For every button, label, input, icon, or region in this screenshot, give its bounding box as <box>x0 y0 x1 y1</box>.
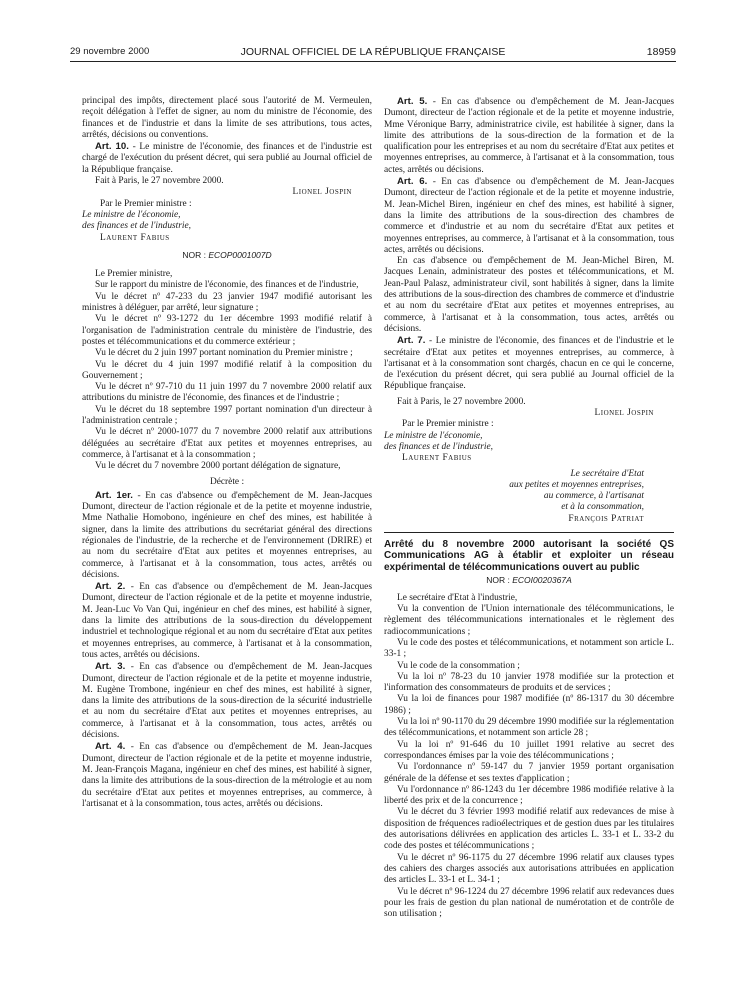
visa-line: Sur le rapport du ministre de l'économie, des finances et de l'industrie, <box>95 280 359 291</box>
page-header <box>70 46 676 60</box>
article-6-paragraph-2: En cas d'absence ou d'empêchement de M. Jean-Michel Biren, M. Jacques Lenain, administrateur des postes et télécommunications, et M. Jean-Paul Palasz, administrateur civil, sont habilités à signer, dans la limite des attributions de la sous-direction des chambres de commerce et d'industrie et au nom du secrétaire d'Etat aux petites et moyennes entreprises, au commerce, à l'artisanat et à la consommation, tous actes, arrêtés ou décisions. <box>384 256 674 334</box>
signatory-by: Par le Premier ministre : <box>100 198 192 209</box>
minister-name: Laurent Fabius <box>402 453 472 464</box>
journal-title: JOURNAL OFFICIEL DE LA RÉPUBLIQUE FRANÇAISE <box>240 46 506 58</box>
visa-line: Vu l'ordonnance nº 86-1243 du 1er décembre 1986 modifiée relative à la liberté des prix et de la concurrence ; <box>384 784 674 807</box>
decrete-heading: Décrète : <box>209 476 245 487</box>
article-heading: Art. 4. <box>95 741 126 753</box>
visa-line: Vu l'ordonnance nº 59-147 du 7 janvier 1959 portant organisation générale de la défense et ses textes d'application ; <box>384 762 674 784</box>
header-date: 29 novembre 2000 <box>70 46 150 57</box>
minister-name: Laurent Fabius <box>100 232 170 243</box>
article-6 <box>384 176 674 256</box>
visa-line: Vu le décret nº 96-1224 du 27 décembre 1996 relatif aux redevances dues pour les frais de gestion du plan national de numérotation et de contrôle de son utilisation ; <box>384 886 674 920</box>
secretary-role-line: Le secrétaire d'Etat <box>570 468 644 479</box>
article-text: - En cas d'absence ou d'empêchement de M. Jean-Jacques Dumont, directeur de l'action régionale et de la petite et moyenne industrie, M. Jean-Michel Biren, ingénieur en chef des mines, est habilité à signer, dans la limite des attributions de la sous-direction des chambres de commerce et d'industrie et au nom du secrétaire d'Etat aux petites et moyennes entreprises, au commerce, à l'artisanat et à la consommation, tous actes, arrêtés ou décisions. <box>384 177 674 255</box>
visa-line: Le secrétaire d'Etat à l'industrie, <box>397 592 518 603</box>
article-5 <box>384 96 674 176</box>
visa-line: Vu le décret nº 47-233 du 23 janvier 1947 modifié autorisant les ministres à déléguer, par arrêté, leur signature ; <box>82 291 372 314</box>
prime-minister-line: Le Premier ministre, <box>95 269 173 280</box>
secretary-name: François Patriat <box>568 513 644 524</box>
nor-reference <box>384 575 674 586</box>
visa-line: Vu le code des postes et télécommunications, et notamment son article L. 33-1 ; <box>384 637 674 660</box>
signing-place-date: Fait à Paris, le 27 novembre 2000. <box>95 176 224 187</box>
article-heading: Art. 3. <box>95 661 126 673</box>
article <box>82 581 372 661</box>
article-heading: Art. 2. <box>95 581 126 593</box>
signing-place-date: Fait à Paris, le 27 novembre 2000. <box>397 396 526 407</box>
article-7 <box>384 335 674 392</box>
visa-line: Vu le décret nº 2000-1077 du 7 novembre 2000 relatif aux attributions déléguées au secrétaire d'Etat aux petites et moyennes entreprises, au commerce, à l'artisanat et à la consommation ; <box>82 427 372 460</box>
intro-paragraph: principal des impôts, directement placé sous l'autorité de M. Vermeulen, reçoit délégation à l'effet de signer, au nom du ministre de l'économie, des finances et de l'industrie et dans la limite de ses attributions, tous actes, arrêtés, décisions ou conventions. <box>82 96 372 140</box>
secretary-role-line: aux petites et moyennes entreprises, <box>509 479 644 490</box>
article <box>82 741 372 810</box>
visa-line: Vu la loi nº 90-1170 du 29 décembre 1990 modifiée sur la réglementation des télécommunications, et notamment son article 28 ; <box>384 717 674 739</box>
article-heading: Art. 6. <box>397 176 428 188</box>
left-column <box>82 96 372 810</box>
article-text: - En cas d'absence ou d'empêchement de M. Jean-Jacques Dumont, directeur de l'action régionale et de la petite et moyenne industrie, M. Eugène Trombone, ingénieur en chef des mines, est habilité à signer, dans la limite des attributions de la sous-direction de la sécurité industrielle et au nom du secrétaire d'Etat aux petites et moyennes entreprises, au commerce, à l'artisanat et à la consommation, tous actes, arrêtés ou décisions. <box>82 662 372 741</box>
nor-reference <box>82 250 372 261</box>
signatory-by: Par le Premier ministre : <box>402 419 494 430</box>
nor-code: ECOI0020367A <box>512 575 572 586</box>
visas-list <box>384 593 674 921</box>
signatory-name: Lionel Jospin <box>594 408 654 419</box>
article-text: - En cas d'absence ou d'empêchement de M. Jean-Jacques Dumont, directeur de l'action régionale et de la petite et moyenne industrie, M. Jean-Luc Vo Van Qui, ingénieur en chef des mines, est habilité à signer, dans la limite des attributions de la sous-direction du développement industriel et technologique régional et au nom du secrétaire d'Etat aux petites et moyennes entreprises, au commerce, à l'artisanat et à la consommation, tous actes, arrêtés ou décisions. <box>82 582 372 660</box>
articles-list <box>82 490 372 810</box>
secretary-role-line: au commerce, à l'artisanat <box>543 491 644 502</box>
article <box>82 490 372 581</box>
header-rule <box>70 61 676 62</box>
article <box>82 661 372 741</box>
visa-line: Vu le décret du 18 septembre 1997 portant nomination d'un directeur à l'administration centrale ; <box>82 404 372 427</box>
page-number: 18959 <box>646 46 676 58</box>
visa-line: Vu la loi de finances pour 1987 modifiée (nº 86-1317 du 30 décembre 1986) ; <box>384 694 674 716</box>
visa-line: Vu le décret du 7 novembre 2000 portant délégation de signature, <box>95 461 341 472</box>
signatory-name: Lionel Jospin <box>292 187 352 198</box>
article-text: - En cas d'absence ou d'empêchement de M. Jean-Jacques Dumont, directeur de l'action régionale et de la petite et moyenne industrie, M. Jean-François Magana, ingénieur en chef des mines, est habilité à signer, dans la limite des attributions de la sous-direction de la métrologie et au nom du secrétaire d'Etat aux petites et moyennes entreprises, au commerce, à l'artisanat et à la consommation, tous actes, arrêtés ou décisions. <box>82 742 372 809</box>
article-10 <box>82 141 372 176</box>
minister-role: Le ministre de l'économie, <box>384 430 483 441</box>
visa-line: Vu le décret nº 93-1272 du 1er décembre 1993 modifié relatif à l'organisation de l'administration centrale du ministère de l'industrie, des postes et télécommunications et du commerce extérieur ; <box>82 314 372 347</box>
visa-line: Vu la convention de l'Union internationale des télécommunications, le règlement des télécommunications internationales et le règlement des radiocommunications ; <box>384 604 674 637</box>
article-text: - En cas d'absence ou d'empêchement de M. Jean-Jacques Dumont, directeur de l'action régionale et de la petite et moyenne industrie, Mme Nathalie Homobono, ingénieure en chef des mines, est habilitée à signer, dans la limite des attributions du secrétariat général des directions régionales de l'industrie, de la recherche et de l'environnement (DRIRE) et au nom du secrétaire d'Etat aux petites et moyennes entreprises, au commerce, à l'artisanat et à la consommation, tous actes, arrêtés ou décisions. <box>82 490 372 580</box>
article-text: - Le ministre de l'économie, des finances et de l'industrie est chargé de l'exécution du présent décret, qui sera publié au Journal officiel de la République française. <box>82 142 372 175</box>
nor-label: NOR : <box>182 249 209 260</box>
article-text: - En cas d'absence ou d'empêchement de M. Jean-Jacques Dumont, directeur de l'action régionale et de la petite et moyenne industrie, Mme Véronique Barry, administratrice civile, est habilitée à signer, dans la limite des attributions de la sous-direction de la formation et de la qualification pour les entreprises et au nom du secrétaire d'Etat aux petites et moyennes entreprises, au commerce, à l'artisanat et à la consommation, tous actes, arrêtés ou décisions. <box>384 97 674 175</box>
article-text: - Le ministre de l'économie, des finances et de l'industrie et le secrétaire d'Etat aux petites et moyennes entreprises, au commerce, à l'artisanat et à la consommation sont chargés, chacun en ce qui le concerne, de l'exécution du présent décret, qui sera publié au Journal officiel de la République française. <box>384 336 674 392</box>
arrete-title: Arrêté du 8 novembre 2000 autorisant la société QS Communications AG à établir et exploiter un réseau expérimental de télécommunications ouvert au public <box>384 538 674 573</box>
visa-line: Vu la loi nº 78-23 du 10 janvier 1978 modifiée sur la protection et l'information des consommateurs de produits et de services ; <box>384 671 674 694</box>
visa-line: Vu le décret du 3 février 1993 modifié relatif aux redevances de mise à disposition de fréquences radioélectriques et de gestion dues par les titulaires des autorisations délivrées en application des articles L. 33-1 et L. 33-2 du code des postes et télécommunications ; <box>384 807 674 852</box>
nor-code: ECOP0001007D <box>208 249 272 260</box>
nor-label: NOR : <box>486 575 513 586</box>
minister-role: des finances et de l'industrie, <box>384 441 494 452</box>
article-heading: Art. 10. <box>95 141 129 153</box>
minister-role: des finances et de l'industrie, <box>82 221 192 232</box>
right-column <box>384 96 674 920</box>
visa-line: Vu le décret du 4 juin 1997 modifié relatif à la composition du Gouvernement ; <box>82 359 372 381</box>
visa-line: Vu le décret du 2 juin 1997 portant nomination du Premier ministre ; <box>95 348 353 359</box>
visa-line: Vu le code de la consommation ; <box>397 660 520 671</box>
visas-list <box>82 280 372 472</box>
article-heading: Art. 5. <box>397 96 428 107</box>
visa-line: Vu la loi nº 91-646 du 10 juillet 1991 relative au secret des correspondances émises par la voie des télécommunications ; <box>384 739 674 761</box>
minister-role: Le ministre de l'économie, <box>82 209 181 220</box>
visa-line: Vu le décret nº 97-710 du 11 juin 1997 du 7 novembre 2000 relatif aux attributions du ministre de l'économie, des finances et de l'industrie ; <box>82 382 372 404</box>
section-divider <box>384 532 674 533</box>
secretary-role <box>384 469 674 514</box>
article-heading: Art. 7. <box>397 335 426 347</box>
secretary-role-line: et à la consommation, <box>561 502 644 513</box>
article-heading: Art. 1er. <box>95 489 133 501</box>
visa-line: Vu le décret nº 96-1175 du 27 décembre 1996 relatif aux clauses types des cahiers des charges associés aux autorisations attribuées en application des articles L. 33-1 et L. 34-1 ; <box>384 852 674 886</box>
